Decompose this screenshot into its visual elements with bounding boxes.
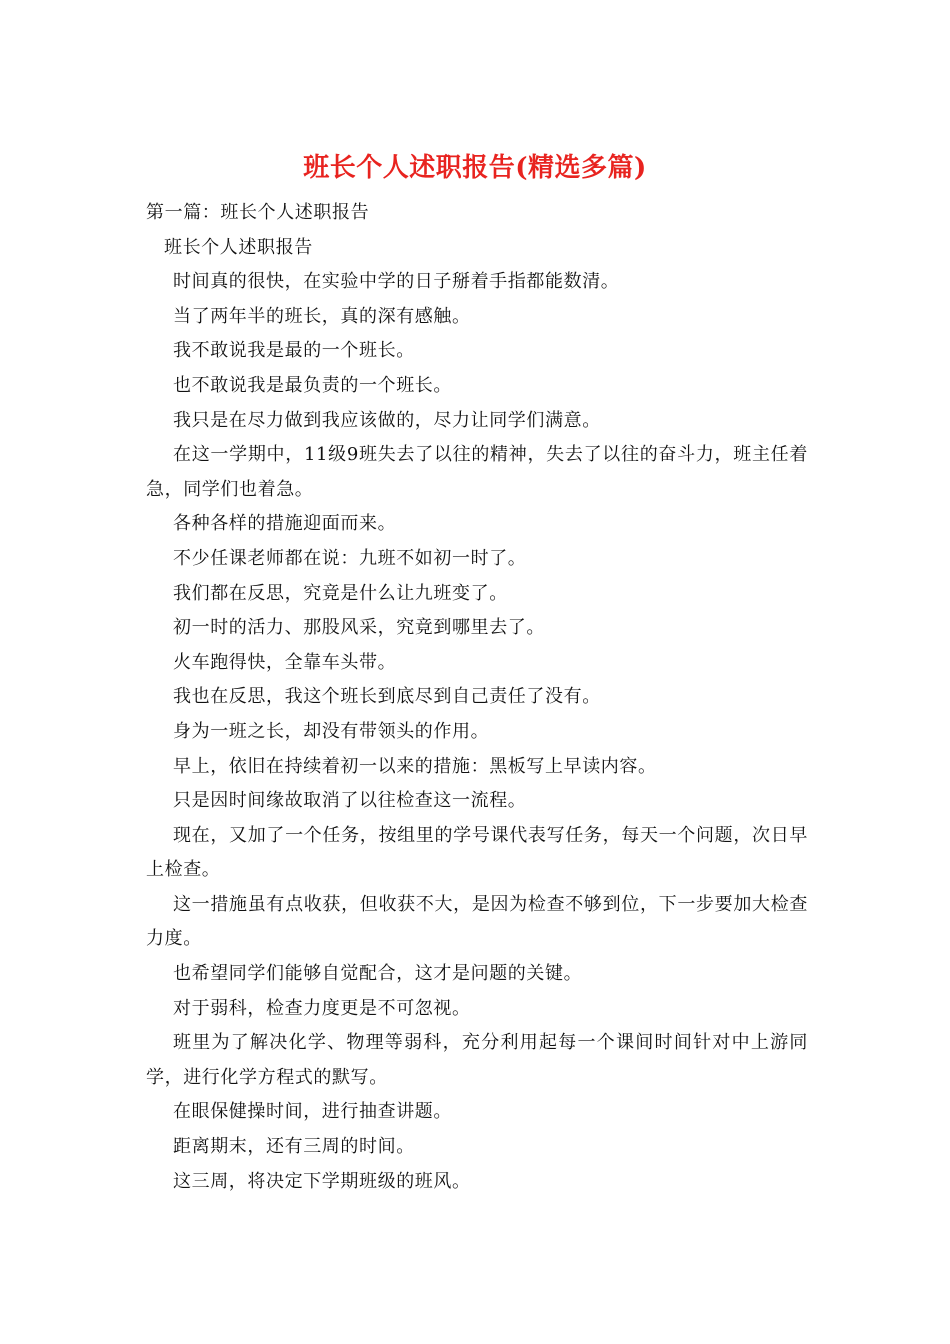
- paragraph: 班里为了解决化学、物理等弱科，充分利用起每一个课间时间针对中上游同学，进行化学方程式的默写。: [146, 1032, 808, 1088]
- paragraph: 这三周，将决定下学期班级的班风。: [173, 1170, 471, 1192]
- paragraph: 我不敢说我是最的一个班长。: [173, 340, 415, 362]
- paragraph: 各种各样的措施迎面而来。: [173, 513, 397, 535]
- paragraph: 初一时的活力、那股风采，究竟到哪里去了。: [173, 617, 545, 639]
- paragraph: 身为一班之长，却没有带领头的作用。: [173, 720, 490, 742]
- paragraph: 当了两年半的班长，真的深有感触。: [173, 305, 471, 327]
- paragraph: 我只是在尽力做到我应该做的，尽力让同学们满意。: [173, 409, 601, 431]
- paragraph: 我也在反思，我这个班长到底尽到自己责任了没有。: [173, 686, 601, 708]
- paragraph: 这一措施虽有点收获，但收获不大，是因为检查不够到位，下一步要加大检查力度。: [146, 893, 808, 950]
- paragraph: 现在，又加了一个任务，按组里的学号课代表写任务，每天一个问题，次日早上检查。: [146, 824, 808, 881]
- document-title: 班长个人述职报告(精选多篇): [303, 153, 647, 183]
- paragraph: 在眼保健操时间，进行抽查讲题。: [173, 1101, 452, 1123]
- paragraph: 只是因时间缘故取消了以往检查这一流程。: [173, 790, 527, 812]
- sub-heading: 班长个人述职报告: [164, 236, 313, 258]
- paragraph: 我们都在反思，究竟是什么让九班变了。: [173, 582, 508, 604]
- paragraph: 在这一学期中，11级9班失去了以往的精神，失去了以往的奋斗力，班主任着急，同学们也着急。: [146, 444, 808, 500]
- paragraph: 早上，依旧在持续着初一以来的措施：黑板写上早读内容。: [173, 755, 657, 777]
- section-heading: 第一篇：班长个人述职报告: [146, 202, 370, 223]
- paragraph: 对于弱科，检查力度更是不可忽视。: [173, 997, 471, 1019]
- document-body: [146, 196, 808, 1199]
- paragraph: 不少任课老师都在说：九班不如初一时了。: [173, 547, 527, 569]
- paragraph: 火车跑得快，全靠车头带。: [173, 651, 397, 673]
- paragraph: 也不敢说我是最负责的一个班长。: [173, 374, 452, 396]
- paragraph: 时间真的很快，在实验中学的日子掰着手指都能数清。: [173, 271, 620, 293]
- paragraph: 距离期末，还有三周的时间。: [173, 1136, 415, 1158]
- paragraph: 也希望同学们能够自觉配合，这才是问题的关键。: [173, 963, 583, 985]
